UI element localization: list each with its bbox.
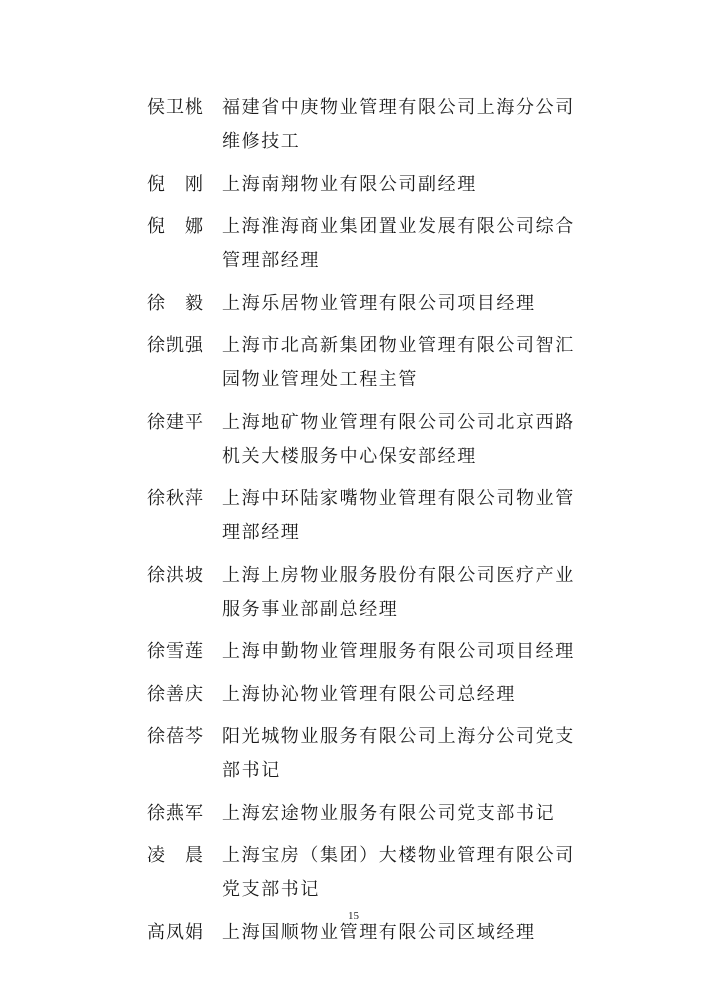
person-name: 倪 刚	[147, 173, 204, 195]
person-position: 上海上房物业服务股份有限公司医疗产业服务事业部副总经理	[222, 564, 575, 620]
person-name: 凌 晨	[147, 845, 204, 866]
person-position: 上海国顺物业管理有限公司区域经理	[222, 921, 536, 943]
person-position: 上海中环陆家嘴物业管理有限公司物业管理部经理	[222, 488, 575, 543]
personnel-list	[147, 91, 617, 958]
person-name: 徐蓓芩	[147, 726, 204, 747]
person-name: 徐建平	[147, 411, 204, 433]
person-name: 侯卫桃	[147, 97, 204, 118]
person-name: 倪 娜	[147, 216, 204, 237]
list-item	[147, 797, 617, 831]
person-position: 阳光城物业服务有限公司上海分公司党支部书记	[222, 726, 575, 781]
person-position: 福建省中庚物业管理有限公司上海分公司维修技工	[222, 97, 575, 152]
list-item	[147, 635, 617, 669]
person-position: 上海南翔物业有限公司副经理	[222, 173, 477, 195]
list-item	[147, 91, 617, 159]
person-position: 上海市北高新集团物业管理有限公司智汇园物业管理处工程主管	[222, 335, 575, 390]
person-position: 上海地矿物业管理有限公司公司北京西路机关大楼服务中心保安部经理	[222, 411, 575, 467]
list-item	[147, 329, 617, 397]
page-number: 15	[348, 910, 359, 922]
list-item	[147, 210, 617, 278]
person-name: 徐善庆	[147, 683, 204, 705]
list-item	[147, 839, 617, 907]
person-position: 上海宝房（集团）大楼物业管理有限公司党支部书记	[222, 845, 575, 900]
list-item	[147, 678, 617, 712]
person-name: 高凤娟	[147, 921, 204, 943]
person-name: 徐洪坡	[147, 564, 204, 586]
person-name: 徐秋萍	[147, 488, 204, 509]
person-name: 徐 毅	[147, 292, 204, 314]
list-item	[147, 287, 617, 321]
person-position: 上海协沁物业管理有限公司总经理	[222, 683, 516, 705]
person-name: 徐凯强	[147, 335, 204, 356]
person-position: 上海乐居物业管理有限公司项目经理	[222, 292, 536, 314]
person-position: 上海宏途物业服务有限公司党支部书记	[222, 802, 556, 824]
person-name: 徐雪莲	[147, 641, 204, 662]
list-item	[147, 482, 617, 550]
list-item	[147, 406, 617, 474]
person-position: 上海淮海商业集团置业发展有限公司综合管理部经理	[222, 216, 575, 271]
list-item	[147, 559, 617, 627]
person-position: 上海申勤物业管理服务有限公司项目经理	[222, 641, 575, 662]
person-name: 徐燕军	[147, 802, 204, 824]
list-item	[147, 168, 617, 202]
list-item	[147, 720, 617, 788]
